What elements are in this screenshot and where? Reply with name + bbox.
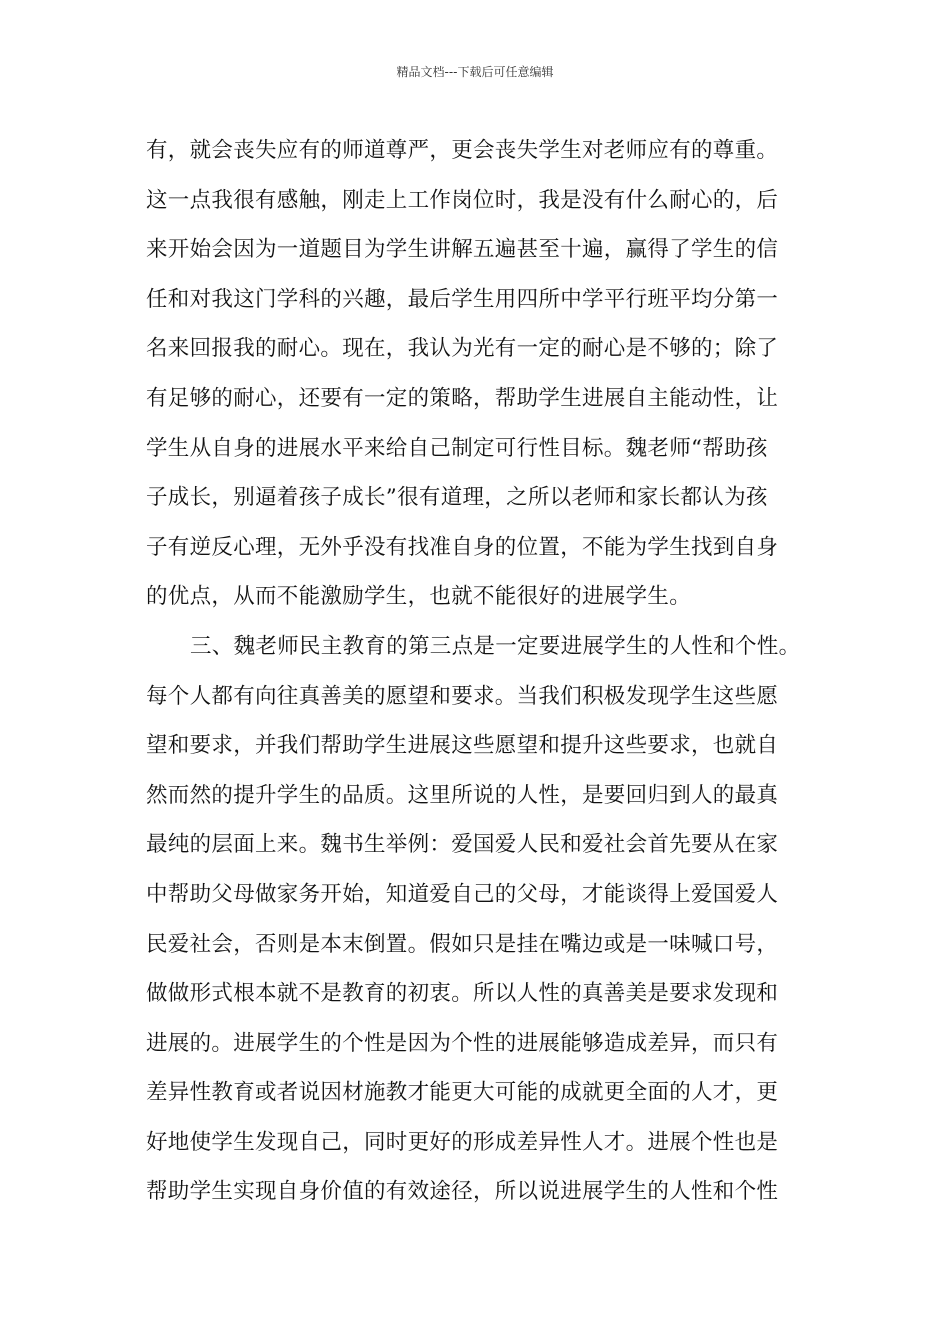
text-line: 好地使学生发现自己，同时更好的形成差异性人才。进展个性也是: [146, 1129, 779, 1155]
text-line: 这一点我很有感触，刚走上工作岗位时，我是没有什么耐心的，后: [146, 187, 779, 213]
page-header: 精品文档---下载后可任意编辑: [396, 65, 554, 79]
text-line: 中帮助父母做家务开始，知道爱自己的父母，才能谈得上爱国爱人: [146, 881, 779, 907]
text-line: 名来回报我的耐心。现在，我认为光有一定的耐心是不够的；除了: [146, 336, 779, 362]
text-line: 来开始会因为一道题目为学生讲解五遍甚至十遍，赢得了学生的信: [146, 237, 779, 263]
paragraph-start-line: 三、魏老师民主教育的第三点是一定要进展学生的人性和个性。: [190, 633, 801, 659]
text-line: 进展的。进展学生的个性是因为个性的进展能够造成差异，而只有: [146, 1030, 779, 1056]
text-line: 子有逆反心理，无外乎没有找准自身的位置，不能为学生找到自身: [146, 534, 779, 560]
text-line: 有足够的耐心，还要有一定的策略，帮助学生进展自主能动性，让: [146, 385, 779, 411]
text-line: 差异性教育或者说因材施教才能更大可能的成就更全面的人才，更: [146, 1080, 779, 1106]
text-line: 子成长，别逼着孩子成长”很有道理，之所以老师和家长都认为孩: [146, 485, 768, 511]
text-line: 每个人都有向往真善美的愿望和要求。当我们积极发现学生这些愿: [146, 683, 779, 709]
text-line: 学生从自身的进展水平来给自己制定可行性目标。魏老师“帮助孩: [146, 435, 768, 461]
text-line: 帮助学生实现自身价值的有效途径，所以说进展学生的人性和个性: [146, 1179, 779, 1205]
text-line: 任和对我这门学科的兴趣，最后学生用四所中学平行班平均分第一: [146, 286, 779, 312]
text-line: 最纯的层面上来。魏书生举例：爱国爱人民和爱社会首先要从在家: [146, 832, 779, 858]
document-body: [146, 126, 846, 1217]
text-line: 的优点，从而不能激励学生，也就不能很好的进展学生。: [146, 584, 692, 610]
text-line: 民爱社会，否则是本末倒置。假如只是挂在嘴边或是一味喊口号，: [146, 931, 779, 957]
text-line: 有，就会丧失应有的师道尊严，更会丧失学生对老师应有的尊重。: [146, 138, 779, 163]
text-line: 然而然的提升学生的品质。这里所说的人性，是要回归到人的最真: [146, 782, 779, 808]
text-line: 做做形式根本就不是教育的初衷。所以人性的真善美是要求发现和: [146, 981, 779, 1007]
text-line: 望和要求，并我们帮助学生进展这些愿望和提升这些要求，也就自: [146, 733, 779, 759]
